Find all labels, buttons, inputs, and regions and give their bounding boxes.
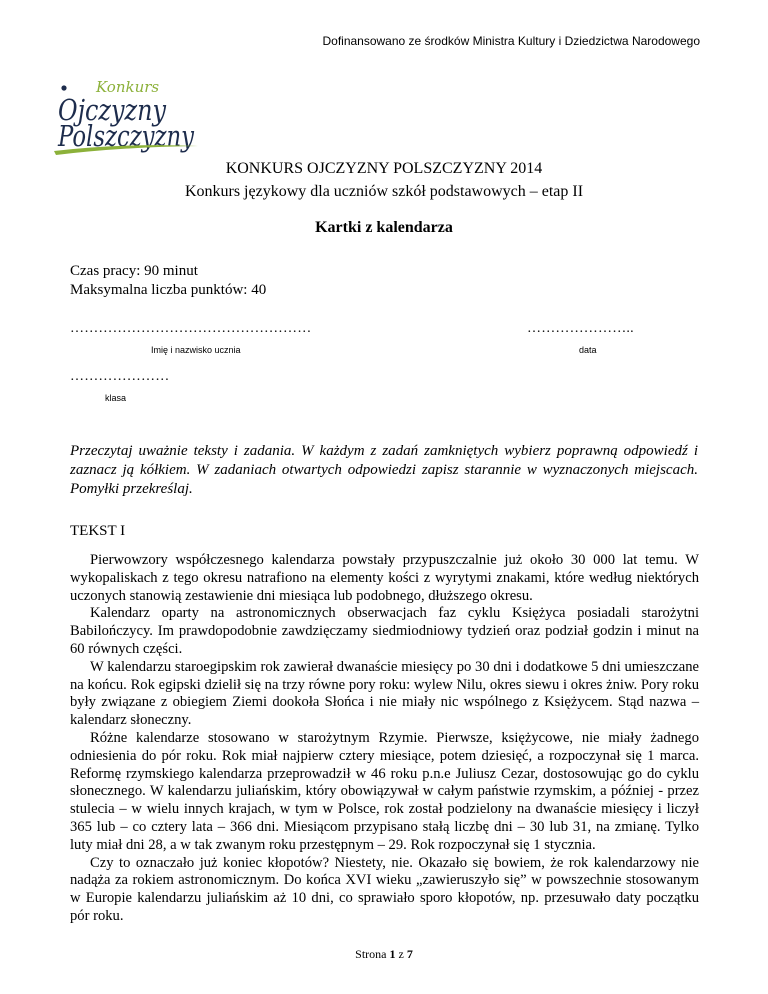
text-body	[70, 552, 699, 926]
student-name-label: Imię i nazwisko ucznia	[151, 345, 241, 355]
work-time: Czas pracy: 90 minut	[70, 263, 198, 279]
footer-page-number: 1	[389, 947, 396, 961]
instructions: Przeczytaj uważnie teksty i zadania. W każdym z zadań zamkniętych wybierz poprawną odpowiedź i zaznacz ją kółkiem. W zadaniach otwartych odpowiedzi zapisz starannie w wyznaczonych miejscach. Pomyłki przekreślaj.	[70, 443, 698, 497]
footer-page-total: 7	[406, 947, 413, 961]
document-title: Kartki z kalendarza	[315, 219, 453, 236]
section-title: TEKST I	[70, 523, 126, 539]
class-label: klasa	[105, 393, 127, 403]
footer-separator: z	[398, 947, 404, 961]
date-label: data	[579, 345, 597, 355]
date-field[interactable]: …………………..	[527, 321, 634, 336]
logo-dot	[61, 85, 66, 90]
logo-text-konkurs: Konkurs	[96, 78, 160, 96]
header-funding-note: Dofinansowano ze środków Ministra Kultury i Dziedzictwa Narodowego	[322, 34, 700, 48]
max-points: Maksymalna liczba punktów: 40	[70, 282, 267, 298]
student-name-field[interactable]: ……………………………………………	[70, 321, 312, 336]
logo-text-polszczyzny: Polszczyzny	[57, 119, 195, 153]
paragraph: W kalendarzu staroegipskim rok zawierał dwanaście miesięcy po 30 dni i dodatkowe 5 dni umieszczane na końcu. Rok egipski dzielił się na trzy równe pory roku: wylew Nilu, okres siewu i okres żniw. Pory roku były związane z obiegiem Ziemi dookoła Słońca i nie miały nic wspólnego z Księżycem. Stąd nazwa – kalendarz słoneczny.	[70, 658, 699, 729]
paragraph: Pierwowzory współczesnego kalendarza powstały przypuszczalnie już około 30 000 lat temu. W wykopaliskach z tego okresu natrafiono na elementy kości z wyrytymi znakami, które według niektórych uczonych stanowią zestawienie dni miesiąca lub podobnego, dłuższego okresu.	[70, 552, 699, 604]
class-field[interactable]: …………………	[70, 369, 170, 384]
paragraph: Różne kalendarze stosowano w starożytnym Rzymie. Pierwsze, księżycowe, nie miały żadnego odniesienia do pór roku. Rok miał najpierw cztery miesiące, potem dziesięć, a rozpoczynał się 1 marca. Reformę rzymskiego kalendarza przeprowadził w 46 roku p.n.e Juliusz Cezar, dostosowując go do cyklu słonecznego. W kalendarzu juliańskim, który obowiązywał w całym państwie rzymskim, a później - przez stulecia – w wielu innych krajach, w tym w Polsce, rok został podzielony na dwanaście miesięcy i liczył 365 lub – co cztery lata – 366 dni. Miesiącom przypisano stałą liczbę dni – 30 lub 31, na zmianę. Tylko luty miał dni 28, a w tak zwanym roku przestępnym – 29. Rok rozpoczynał się 1 stycznia.	[70, 729, 699, 853]
paragraph: Kalendarz oparty na astronomicznych obserwacjach faz cyklu Księżyca posiadali starożytni Babilończycy. Im prawdopodobnie zawdzięczamy siedmiodniowy tydzień oraz podział godzin i minut na 60 równych części.	[70, 605, 699, 657]
logo-text-ojczyzny: Ojczyzny	[58, 93, 167, 127]
konkurs-logo	[52, 72, 202, 162]
contest-subtitle: Konkurs językowy dla uczniów szkół podstawowych – etap II	[184, 183, 584, 200]
contest-title: KONKURS OJCZYZNY POLSZCZYZNY 2014	[225, 160, 543, 177]
paragraph: Czy to oznaczało już koniec kłopotów? Niestety, nie. Okazało się bowiem, że rok kalendarzowy nie nadąża za rokiem astronomicznym. Do końca XVI wieku „zawieruszyło się” w powszechnie stosowanym w Europie kalendarzu juliańskim aż 10 dni, co sprawiało sporo kłopotów, np. przesuwało daty początku pór roku.	[70, 854, 699, 924]
page-footer	[0, 947, 768, 962]
footer-prefix: Strona	[355, 947, 387, 961]
